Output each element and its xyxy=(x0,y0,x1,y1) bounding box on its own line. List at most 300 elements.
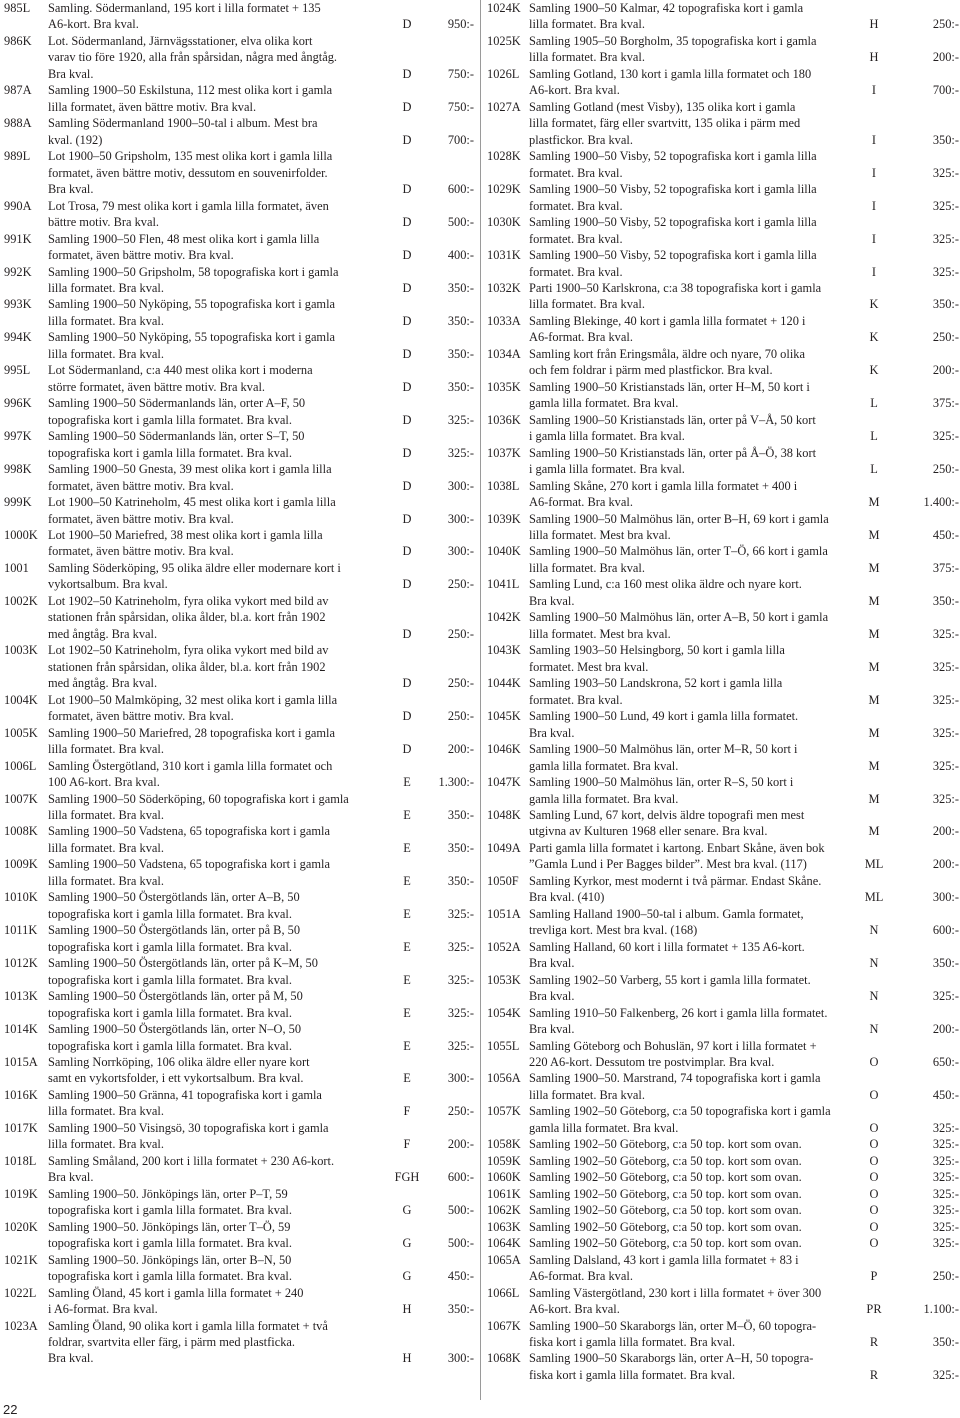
lot-description: Lot 1902–50 Katrineholm, fyra olika vykort med bild av xyxy=(48,643,329,658)
lot-entry xyxy=(484,675,960,708)
lot-region-code: I xyxy=(871,83,877,98)
lot-description: A6-kort. Bra kval. xyxy=(48,17,139,32)
lot-entry xyxy=(484,873,960,906)
lot-number: 1065A xyxy=(487,1252,521,1267)
lot-price: 250:- xyxy=(932,17,959,32)
lot-description: Samling 1900–50 Nyköping, 55 topografiska kort i gamla xyxy=(48,330,336,345)
lot-line xyxy=(0,231,476,247)
lot-line xyxy=(484,148,960,164)
lot-line xyxy=(0,1153,476,1169)
lot-entry xyxy=(484,313,960,346)
lot-description: lilla formatet, även bättre motiv. Bra kval. xyxy=(48,99,257,114)
lot-number: 1008K xyxy=(4,824,38,839)
lot-description: Samling Dalsland, 43 kort i gamla lilla formatet + 83 i xyxy=(529,1252,799,1267)
lot-line xyxy=(0,708,476,724)
lot-description: gamla lilla formatet. Bra kval. xyxy=(529,396,679,411)
lot-region-code: D xyxy=(402,445,412,460)
lot-price: 200:- xyxy=(932,824,959,839)
lot-line xyxy=(484,1021,960,1037)
lot-description: Samling Östergötland, 310 kort i gamla lilla formatet och xyxy=(48,758,333,773)
lot-line xyxy=(0,247,476,263)
lot-region-code: D xyxy=(402,313,412,328)
lot-entry xyxy=(0,856,476,889)
lot-region-code: D xyxy=(402,280,412,295)
lot-price: 350:- xyxy=(447,346,474,361)
lot-line xyxy=(484,758,960,774)
lot-number: 1042K xyxy=(487,610,521,625)
lot-line xyxy=(0,1285,476,1301)
lot-number: 993K xyxy=(4,297,32,312)
lot-entry xyxy=(0,791,476,824)
lot-description: Samling 1900–50 Visby, 52 topografiska kort i gamla lilla xyxy=(529,149,817,164)
lot-description: Samling Göteborg och Bohuslän, 97 kort i lilla formatet + xyxy=(529,1038,817,1053)
lot-region-code: E xyxy=(403,1038,411,1053)
lot-number: 1046K xyxy=(487,742,521,757)
lot-region-code: M xyxy=(868,824,880,839)
lot-description: med ångtåg. Bra kval. xyxy=(48,676,158,691)
lot-region-code: O xyxy=(869,1087,879,1102)
lot-price: 325:- xyxy=(447,445,474,460)
lot-line xyxy=(484,774,960,790)
lot-entry xyxy=(0,1021,476,1054)
lot-number: 1057K xyxy=(487,1104,521,1119)
lot-description: Samling Lund, c:a 160 mest olika äldre och nyare kort. xyxy=(529,577,802,592)
lot-description: Samling 1902–50 Göteborg, c:a 50 top. kort som ovan. xyxy=(529,1153,802,1168)
lot-number: 988A xyxy=(4,116,32,131)
lot-line xyxy=(0,181,476,197)
lot-region-code: O xyxy=(869,1120,879,1135)
lot-region-code: D xyxy=(402,478,412,493)
lot-region-code: L xyxy=(870,462,878,477)
lot-region-code: FGH xyxy=(394,1170,420,1185)
lot-number: 1045K xyxy=(487,709,521,724)
lot-number: 992K xyxy=(4,264,32,279)
lot-description: lilla formatet. Bra kval. xyxy=(529,1087,645,1102)
lot-line xyxy=(484,1103,960,1119)
lot-line xyxy=(484,296,960,312)
lot-description: A6-kort. Bra kval. xyxy=(529,1302,620,1317)
lot-description: Samling 1900–50 Gränna, 41 topografiska kort i gamla xyxy=(48,1087,322,1102)
lot-price: 450:- xyxy=(932,1087,959,1102)
lot-price: 200:- xyxy=(932,857,959,872)
lot-entry xyxy=(484,247,960,280)
lot-line xyxy=(484,247,960,263)
lot-description: formatet, även bättre motiv, dessutom en souvenirfolder. xyxy=(48,165,328,180)
lot-description: Bra kval. xyxy=(48,1170,94,1185)
lot-number: 1068K xyxy=(487,1351,521,1366)
lot-number: 1047K xyxy=(487,775,521,790)
lot-entry xyxy=(484,1005,960,1038)
lot-line xyxy=(484,16,960,32)
lot-region-code: D xyxy=(402,182,412,197)
lot-entry xyxy=(484,840,960,873)
lot-line xyxy=(484,214,960,230)
lot-description: A6-kort. Bra kval. xyxy=(529,83,620,98)
lot-description: Samling 1900–50 Lund, 49 kort i gamla lilla formatet. xyxy=(529,709,799,724)
lot-line xyxy=(484,527,960,543)
lot-price: 250:- xyxy=(447,577,474,592)
lot-region-code: ML xyxy=(864,890,884,905)
lot-description: Bra kval. xyxy=(529,989,575,1004)
lot-description: lilla formatet. Bra kval. xyxy=(529,50,645,65)
lot-line xyxy=(0,758,476,774)
lot-price: 325:- xyxy=(932,791,959,806)
lot-line xyxy=(0,1103,476,1119)
lot-description: topografiska kort i gamla lilla formatet. Bra kval. xyxy=(48,939,292,954)
lot-line xyxy=(0,1070,476,1086)
lot-line xyxy=(484,198,960,214)
lot-line xyxy=(484,1186,960,1202)
lot-description: Samling 1902–50 Göteborg, c:a 50 topografiska kort i gamla xyxy=(529,1104,831,1119)
lot-line xyxy=(0,1087,476,1103)
lot-description: lilla formatet. Bra kval. xyxy=(48,1104,164,1119)
lot-line xyxy=(0,329,476,345)
lot-line xyxy=(484,1087,960,1103)
lot-description: Samling 1900–50. Marstrand, 74 topografiska kort i gamla xyxy=(529,1071,821,1086)
lot-region-code: M xyxy=(868,626,880,641)
lot-entry xyxy=(484,1350,960,1383)
lot-region-code: D xyxy=(402,577,412,592)
lot-description: ”Gamla Lund i Per Bagges bilder”. Mest bra kval. (117) xyxy=(529,857,807,872)
lot-price: 325:- xyxy=(932,758,959,773)
lot-entry xyxy=(0,1153,476,1186)
lot-line xyxy=(0,82,476,98)
lot-number: 1019K xyxy=(4,1186,38,1201)
lot-line xyxy=(484,889,960,905)
lot-line xyxy=(484,1038,960,1054)
lot-description: Samling Västergötland, 230 kort i lilla formatet + över 300 xyxy=(529,1285,822,1300)
lot-entry xyxy=(0,1318,476,1367)
lot-price: 350:- xyxy=(447,379,474,394)
lot-entry xyxy=(0,494,476,527)
lot-line xyxy=(0,543,476,559)
lot-line xyxy=(0,115,476,131)
lot-description: formatet, även bättre motiv. Bra kval. xyxy=(48,511,234,526)
lot-region-code: R xyxy=(869,1367,879,1382)
lot-price: 200:- xyxy=(447,742,474,757)
lot-entry xyxy=(0,1120,476,1153)
lot-number: 1023A xyxy=(4,1318,38,1333)
lot-line xyxy=(0,741,476,757)
lot-price: 300:- xyxy=(447,544,474,559)
lot-line xyxy=(484,1136,960,1152)
lot-entry xyxy=(484,346,960,379)
page-number: 22 xyxy=(3,1402,18,1417)
lot-price: 325:- xyxy=(932,659,959,674)
lot-description: formatet. Bra kval. xyxy=(529,231,623,246)
lot-region-code: G xyxy=(402,1203,412,1218)
lot-description: lilla formatet. Bra kval. xyxy=(529,17,645,32)
lot-description: formatet, även bättre motiv. Bra kval. xyxy=(48,709,234,724)
lot-description: lilla formatet. Bra kval. xyxy=(48,840,164,855)
lot-line xyxy=(484,428,960,444)
lot-entry xyxy=(0,593,476,642)
lot-number: 1016K xyxy=(4,1087,38,1102)
lot-number: 1034A xyxy=(487,346,521,361)
lot-line xyxy=(484,329,960,345)
lot-line xyxy=(484,725,960,741)
lot-description: topografiska kort i gamla lilla formatet. Bra kval. xyxy=(48,1269,292,1284)
lot-entry xyxy=(0,148,476,197)
lot-description: Samling 1905–50 Borgholm, 35 topografiska kort i gamla xyxy=(529,33,817,48)
lot-number: 1067K xyxy=(487,1318,521,1333)
lot-number: 1021K xyxy=(4,1252,38,1267)
lot-region-code: O xyxy=(869,1236,879,1251)
lot-description: Bra kval. xyxy=(529,725,575,740)
lot-price: 300:- xyxy=(932,890,959,905)
lot-line xyxy=(0,576,476,592)
lot-region-code: O xyxy=(869,1186,879,1201)
lot-line xyxy=(484,939,960,955)
lot-description: lilla formatet. Mest bra kval. xyxy=(529,626,671,641)
lot-price: 325:- xyxy=(932,1219,959,1234)
lot-price: 350:- xyxy=(447,840,474,855)
lot-line xyxy=(0,428,476,444)
lot-number: 985L xyxy=(4,1,31,15)
lot-entry xyxy=(484,1038,960,1071)
lot-line xyxy=(0,1169,476,1185)
lot-price: 200:- xyxy=(932,1022,959,1037)
lot-price: 350:- xyxy=(932,956,959,971)
lot-number: 1029K xyxy=(487,182,521,197)
lot-price: 350:- xyxy=(932,593,959,608)
lot-line xyxy=(484,675,960,691)
lot-line xyxy=(0,840,476,856)
lot-region-code: I xyxy=(871,198,877,213)
lot-price: 375:- xyxy=(932,396,959,411)
lot-price: 350:- xyxy=(447,1302,474,1317)
lot-description: Bra kval. xyxy=(48,182,94,197)
lot-line xyxy=(0,609,476,625)
lot-region-code: D xyxy=(402,346,412,361)
lot-description: fiska kort i gamla lilla formatet. Bra kval. xyxy=(529,1367,736,1382)
lot-entry xyxy=(0,0,476,33)
lot-line xyxy=(484,1334,960,1350)
lot-description: topografiska kort i gamla lilla formatet. Bra kval. xyxy=(48,1203,292,1218)
lot-region-code: D xyxy=(402,626,412,641)
lot-region-code: D xyxy=(402,248,412,263)
lot-description: lilla formatet. Bra kval. xyxy=(529,560,645,575)
lot-price: 750:- xyxy=(447,66,474,81)
lot-number: 1038L xyxy=(487,478,520,493)
lot-description: Samling Halland 1900–50-tal i album. Gamla formatet, xyxy=(529,906,804,921)
lot-description: lilla formatet. Bra kval. xyxy=(48,742,164,757)
lot-description: Parti gamla lilla formatet i kartong. Enbart Skåne, även bok xyxy=(529,840,825,855)
lot-price: 325:- xyxy=(932,1120,959,1135)
lot-region-code: H xyxy=(402,1302,412,1317)
lot-number: 1015A xyxy=(4,1055,38,1069)
lot-line xyxy=(484,543,960,559)
lot-price: 325:- xyxy=(932,1170,959,1185)
lot-entry xyxy=(0,264,476,297)
lot-number: 1051A xyxy=(487,906,521,921)
lot-entry xyxy=(0,395,476,428)
lot-entry xyxy=(484,543,960,576)
lot-description: Samling 1900–50 Kristianstads län, orter på V–Å, 50 kort xyxy=(529,412,816,427)
lot-region-code: E xyxy=(403,1005,411,1020)
lot-description: Samling 1900–50 Östergötlands län, orter på M, 50 xyxy=(48,989,303,1004)
lot-description: Lot 1900–50 Malmköping, 32 mest olika kort i gamla lilla xyxy=(48,692,338,707)
lot-line xyxy=(484,445,960,461)
lot-line xyxy=(484,922,960,938)
lot-description: Samling 1902–50 Varberg, 55 kort i gamla lilla formatet. xyxy=(529,972,811,987)
lot-price: 250:- xyxy=(447,1104,474,1119)
lot-number: 1033A xyxy=(487,313,521,328)
lot-line xyxy=(0,99,476,115)
lot-line xyxy=(484,708,960,724)
lot-description: med ångtåg. Bra kval. xyxy=(48,626,158,641)
lot-number: 989L xyxy=(4,149,31,164)
lot-price: 600:- xyxy=(932,923,959,938)
lot-description: Samling 1900–50 Malmöhus län, orter A–B, 50 kort i gamla xyxy=(529,610,829,625)
lot-region-code: H xyxy=(402,1351,412,1366)
lot-description: Samling 1900–50 Östergötlands län, orter på K–M, 50 xyxy=(48,956,318,971)
lot-price: 450:- xyxy=(447,1269,474,1284)
lot-price: 1.100:- xyxy=(923,1302,959,1317)
lot-description: samt en vykortsfolder, i ett vykortsalbum. Bra kval. xyxy=(48,1071,304,1086)
lot-line xyxy=(484,280,960,296)
lot-price: 600:- xyxy=(447,182,474,197)
lot-description: Samling Kyrkor, mest modernt i två pärmar. Endast Skåne. xyxy=(529,873,822,888)
lot-region-code: E xyxy=(403,972,411,987)
lot-region-code: I xyxy=(871,231,877,246)
lot-line xyxy=(484,1285,960,1301)
lot-region-code: D xyxy=(402,17,412,32)
lot-entry xyxy=(484,1202,960,1218)
lot-line xyxy=(0,1219,476,1235)
lot-line xyxy=(484,478,960,494)
lot-region-code: O xyxy=(869,1203,879,1218)
lot-description: vykortsalbum. Bra kval. xyxy=(48,577,168,592)
lot-price: 350:- xyxy=(447,313,474,328)
lot-region-code: M xyxy=(868,758,880,773)
lot-description: Samling 1903–50 Landskrona, 52 kort i gamla lilla xyxy=(529,676,783,691)
lot-region-code: M xyxy=(868,659,880,674)
lot-number: 999K xyxy=(4,495,32,510)
lot-price: 250:- xyxy=(932,330,959,345)
lot-number: 1043K xyxy=(487,643,521,658)
lot-description: Samling 1902–50 Göteborg, c:a 50 top. kort som ovan. xyxy=(529,1236,802,1251)
lot-description: A6-format. Bra kval. xyxy=(529,330,633,345)
lot-line xyxy=(0,313,476,329)
lot-line xyxy=(484,692,960,708)
lot-line xyxy=(484,494,960,510)
lot-description: varav tio före 1920, alla från spårsidan, några med ångtåg. xyxy=(48,50,338,65)
lot-price: 325:- xyxy=(932,989,959,1004)
lot-line xyxy=(0,1120,476,1136)
lot-region-code: N xyxy=(869,956,879,971)
lot-description: stationen från spårsidan, olika ålder, bl.a. kort från 1902 xyxy=(48,610,326,625)
lot-line xyxy=(484,576,960,592)
lot-description: Samling 1900–50 Södermanlands län, orter S–T, 50 xyxy=(48,429,305,444)
lot-number: 1056A xyxy=(487,1071,521,1086)
lot-description: Samling 1902–50 Göteborg, c:a 50 top. kort som ovan. xyxy=(529,1186,802,1201)
lot-line xyxy=(0,659,476,675)
lot-description: Samling 1900–50 Visby, 52 topografiska kort i gamla lilla xyxy=(529,248,817,263)
lot-price: 200:- xyxy=(447,1137,474,1152)
lot-number: 1028K xyxy=(487,149,521,164)
lot-description: Samling 1900–50. Jönköpings län, orter T–Ö, 59 xyxy=(48,1219,291,1234)
lot-entry xyxy=(484,99,960,148)
lot-region-code: L xyxy=(870,429,878,444)
lot-number: 1000K xyxy=(4,528,38,542)
lot-line xyxy=(484,1070,960,1086)
lot-entry xyxy=(484,807,960,840)
lot-line xyxy=(484,1235,960,1251)
lot-description: Bra kval. xyxy=(48,66,94,81)
lot-price: 700:- xyxy=(447,132,474,147)
lot-line xyxy=(484,856,960,872)
lot-line xyxy=(0,511,476,527)
lot-line xyxy=(484,593,960,609)
lot-price: 700:- xyxy=(932,83,959,98)
lot-line xyxy=(0,1334,476,1350)
lot-line xyxy=(484,165,960,181)
lot-entry xyxy=(0,1054,476,1087)
lot-number: 1055L xyxy=(487,1038,520,1053)
lot-region-code: D xyxy=(402,412,412,427)
lot-number: 1060K xyxy=(487,1170,521,1185)
lot-number: 991K xyxy=(4,231,32,246)
lot-region-code: M xyxy=(868,560,880,575)
lot-line xyxy=(484,231,960,247)
lot-description: bättre motiv. Bra kval. xyxy=(48,215,160,230)
lot-entry xyxy=(0,115,476,148)
lot-line xyxy=(0,1252,476,1268)
lot-number: 1066L xyxy=(487,1285,520,1300)
lot-number: 1018L xyxy=(4,1153,37,1168)
lot-region-code: E xyxy=(403,1071,411,1086)
lot-number: 1062K xyxy=(487,1203,521,1218)
lot-entry xyxy=(0,560,476,593)
lot-line xyxy=(0,198,476,214)
lot-description: Lot Södermanland, c:a 440 mest olika kort i moderna xyxy=(48,363,313,378)
lot-line xyxy=(0,1202,476,1218)
lot-description: Samling 1900–50 Skaraborgs län, orter M–Ö, 60 topogra- xyxy=(529,1318,817,1333)
lot-number: 1050F xyxy=(487,873,519,888)
lot-line xyxy=(484,346,960,362)
lot-description: Samling 1900–50 Eskilstuna, 112 mest olika kort i gamla xyxy=(48,83,333,98)
lot-price: 350:- xyxy=(932,1334,959,1349)
left-column xyxy=(0,0,476,1367)
lot-description: kval. (192) xyxy=(48,132,103,147)
lot-entry xyxy=(484,33,960,66)
lot-line xyxy=(0,807,476,823)
lot-number: 1013K xyxy=(4,989,38,1004)
lot-price: 325:- xyxy=(932,165,959,180)
lot-line xyxy=(0,823,476,839)
lot-line xyxy=(484,1169,960,1185)
lot-description: topografiska kort i gamla lilla formatet. Bra kval. xyxy=(48,1038,292,1053)
lot-line xyxy=(484,379,960,395)
lot-line xyxy=(0,0,476,16)
lot-description: plastfickor. Bra kval. xyxy=(529,132,633,147)
lot-number: 1061K xyxy=(487,1186,521,1201)
lot-line xyxy=(0,1318,476,1334)
lot-number: 1011K xyxy=(4,923,38,938)
lot-price: 350:- xyxy=(932,297,959,312)
lot-number: 997K xyxy=(4,429,32,444)
lot-number: 1024K xyxy=(487,1,521,15)
lot-line xyxy=(0,49,476,65)
lot-entry xyxy=(484,66,960,99)
lot-description: Samling Skåne, 270 kort i gamla lilla formatet + 400 i xyxy=(529,478,798,493)
lot-number: 1002K xyxy=(4,593,38,608)
lot-description: Samling 1900–50 Gripsholm, 58 topografiska kort i gamla xyxy=(48,264,339,279)
lot-price: 250:- xyxy=(447,709,474,724)
lot-description: Samling 1900–50 Östergötlands län, orter A–B, 50 xyxy=(48,890,300,905)
lot-description: Samling 1900–50 Vadstena, 65 topografiska kort i gamla xyxy=(48,857,330,872)
